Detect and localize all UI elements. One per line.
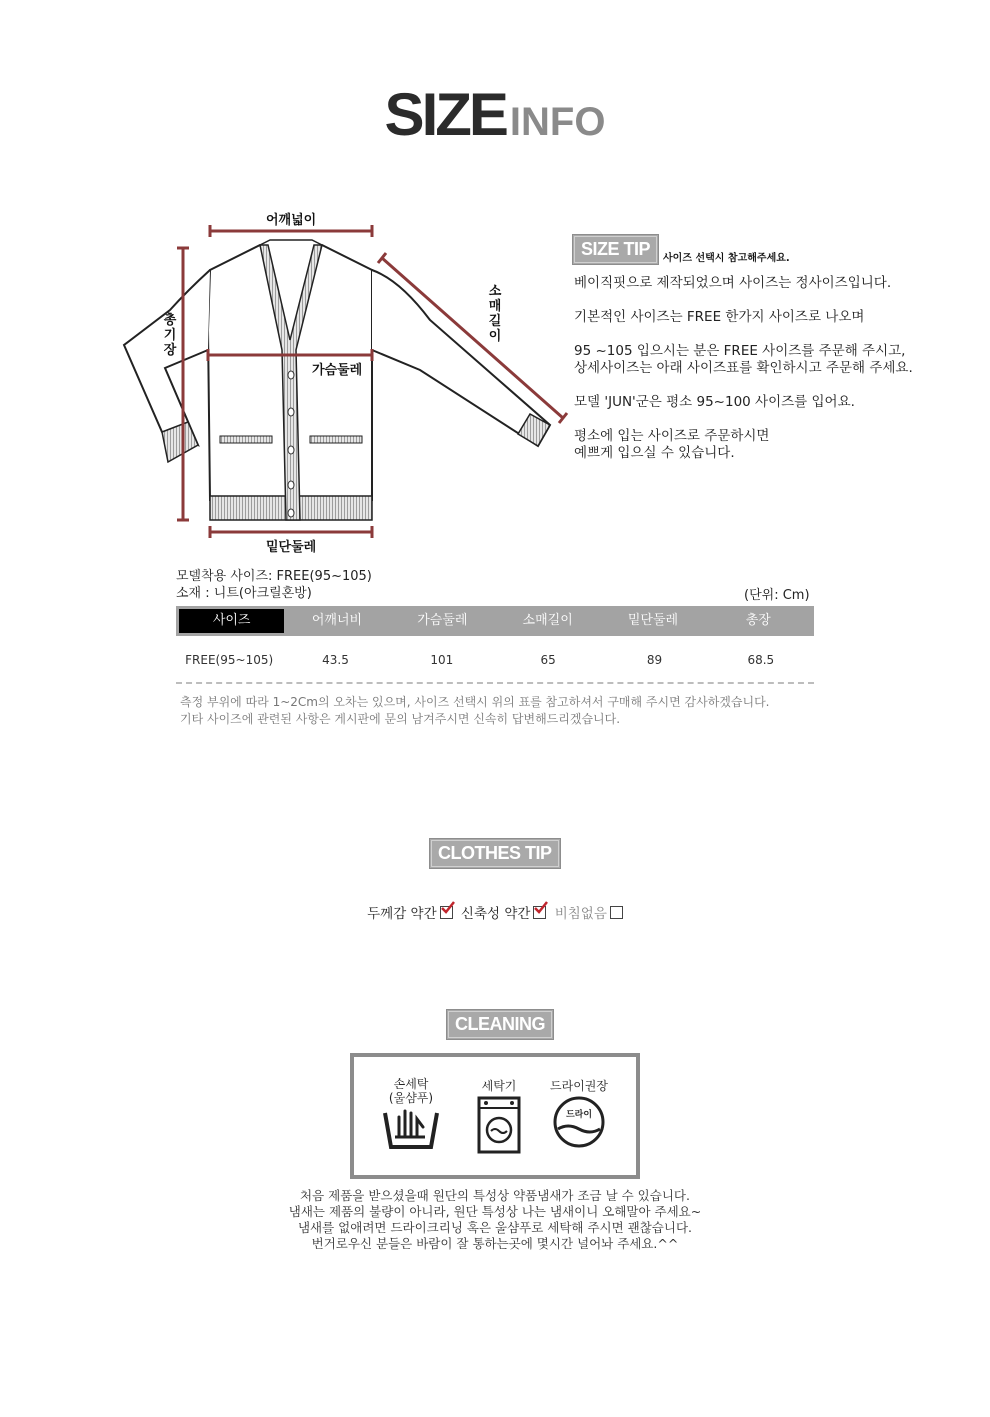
title-info: INFO <box>509 100 606 144</box>
header-cell: 소매길이 <box>522 613 573 628</box>
fabric-item-sheer <box>555 906 623 922</box>
care-label: 세탁기 <box>481 1079 517 1093</box>
chest-label: 가슴둘레 <box>310 359 364 378</box>
unchecked-box-icon <box>610 906 623 919</box>
table-row <box>176 636 814 684</box>
hand-wash-icon <box>381 1107 441 1155</box>
dry-clean-icon <box>552 1095 606 1149</box>
model-size: 모델착용 사이즈: FREE(95~105) <box>176 569 372 584</box>
length-label: 총기장 <box>163 313 177 358</box>
cleaning-tag: CLEANING <box>446 1009 554 1040</box>
fabric-properties <box>0 902 990 922</box>
clothes-tip-tag: CLOTHES TIP <box>429 838 561 869</box>
care-instructions <box>350 1053 640 1179</box>
material: 소재 : 니트(아크릴혼방) <box>176 586 312 601</box>
shoulder-label: 어깨넓이 <box>266 213 317 228</box>
header-cell: 총장 <box>745 613 771 628</box>
header-cell: 어깨너비 <box>311 613 363 628</box>
tip-paragraph: 95 ~105 입으시는 분은 FREE 사이즈를 주문해 주시고, 상세사이즈는 아래 사이즈표를 확인하시고 주문해 주세요. <box>574 343 913 376</box>
size-table <box>176 606 814 684</box>
tip-paragraph: 베이직핏으로 제작되었으며 사이즈는 정사이즈입니다. <box>574 275 892 291</box>
care-label: 손세탁 (울샴푸) <box>388 1077 434 1105</box>
care-label: 드라이권장 <box>550 1079 608 1093</box>
fabric-item-label: 비침없음 <box>554 906 607 922</box>
fabric-item-thickness <box>367 906 457 922</box>
table-header <box>176 606 814 636</box>
dry-clean-icon-text: 드라이 <box>565 1110 593 1120</box>
sleeve-label: 소매길이 <box>488 284 502 344</box>
care-message: 처음 제품을 받으셨을때 원단의 특성상 약품냄새가 조금 날 수 있습니다. 냄새는 제품의 불량이 아니라, 원단 특성상 나는 냄새이니 오해말아 주세요~ 냄새를 없애려면 드라이크리닝 혹은 울샴푸로 세탁해 주시면 괜찮습니다. 번거로우신 분들은 바람이 잘 통하는곳에 몇시간 널어놔 주세요.^^ <box>288 1188 702 1251</box>
tip-paragraph: 모델 'JUN'군은 평소 95~100 사이즈를 입어요. <box>574 394 855 410</box>
hem-label: 밑단둘레 <box>266 540 317 555</box>
cardigan-diagram <box>110 200 580 570</box>
tip-paragraph: 평소에 입는 사이즈로 주문하시면 예쁘게 입으실 수 있습니다. <box>574 428 770 461</box>
checked-box-icon <box>533 906 546 919</box>
title-size: SIZE <box>384 81 506 148</box>
cardigan-illustration-icon <box>110 200 580 570</box>
page-title <box>0 80 990 149</box>
care-item-washing-machine <box>454 1079 544 1159</box>
table-cell: 65 <box>540 653 556 667</box>
header-cell: 가슴둘레 <box>417 613 468 628</box>
table-cell: FREE(95~105) <box>185 653 274 667</box>
fabric-item-label: 두께감 약간 <box>367 906 437 922</box>
care-item-dry-clean <box>534 1079 624 1149</box>
table-cell: 43.5 <box>322 653 349 667</box>
tip-paragraph: 기본적인 사이즈는 FREE 한가지 사이즈로 나오며 <box>574 309 865 325</box>
header-cell: 사이즈 <box>179 609 284 633</box>
size-tip-text <box>574 275 974 479</box>
fabric-item-label: 신축성 약간 <box>460 906 531 922</box>
header-cell: 밑단둘레 <box>627 613 679 628</box>
checked-box-icon <box>440 906 453 919</box>
fabric-item-stretch <box>461 906 551 922</box>
size-tip-note: 사이즈 선택시 참고해주세요. <box>663 253 790 264</box>
table-cell: 68.5 <box>747 653 775 667</box>
care-item-hand-wash <box>366 1077 456 1159</box>
model-info <box>176 568 372 602</box>
washing-machine-icon <box>476 1095 522 1155</box>
unit-label: (단위: Cm) <box>744 588 810 603</box>
table-cell: 89 <box>646 653 663 667</box>
measure-note: 측정 부위에 따라 1~2Cm의 오차는 있으며, 사이즈 선택시 위의 표를 참고하셔서 구매해 주시면 감사하겠습니다. 기타 사이즈에 관련된 사항은 게시판에 문의 남겨주시면 신속히 답변해드리겠습니다. <box>180 695 770 726</box>
table-cell: 101 <box>430 653 454 667</box>
size-tip-tag: SIZE TIP <box>572 234 659 265</box>
